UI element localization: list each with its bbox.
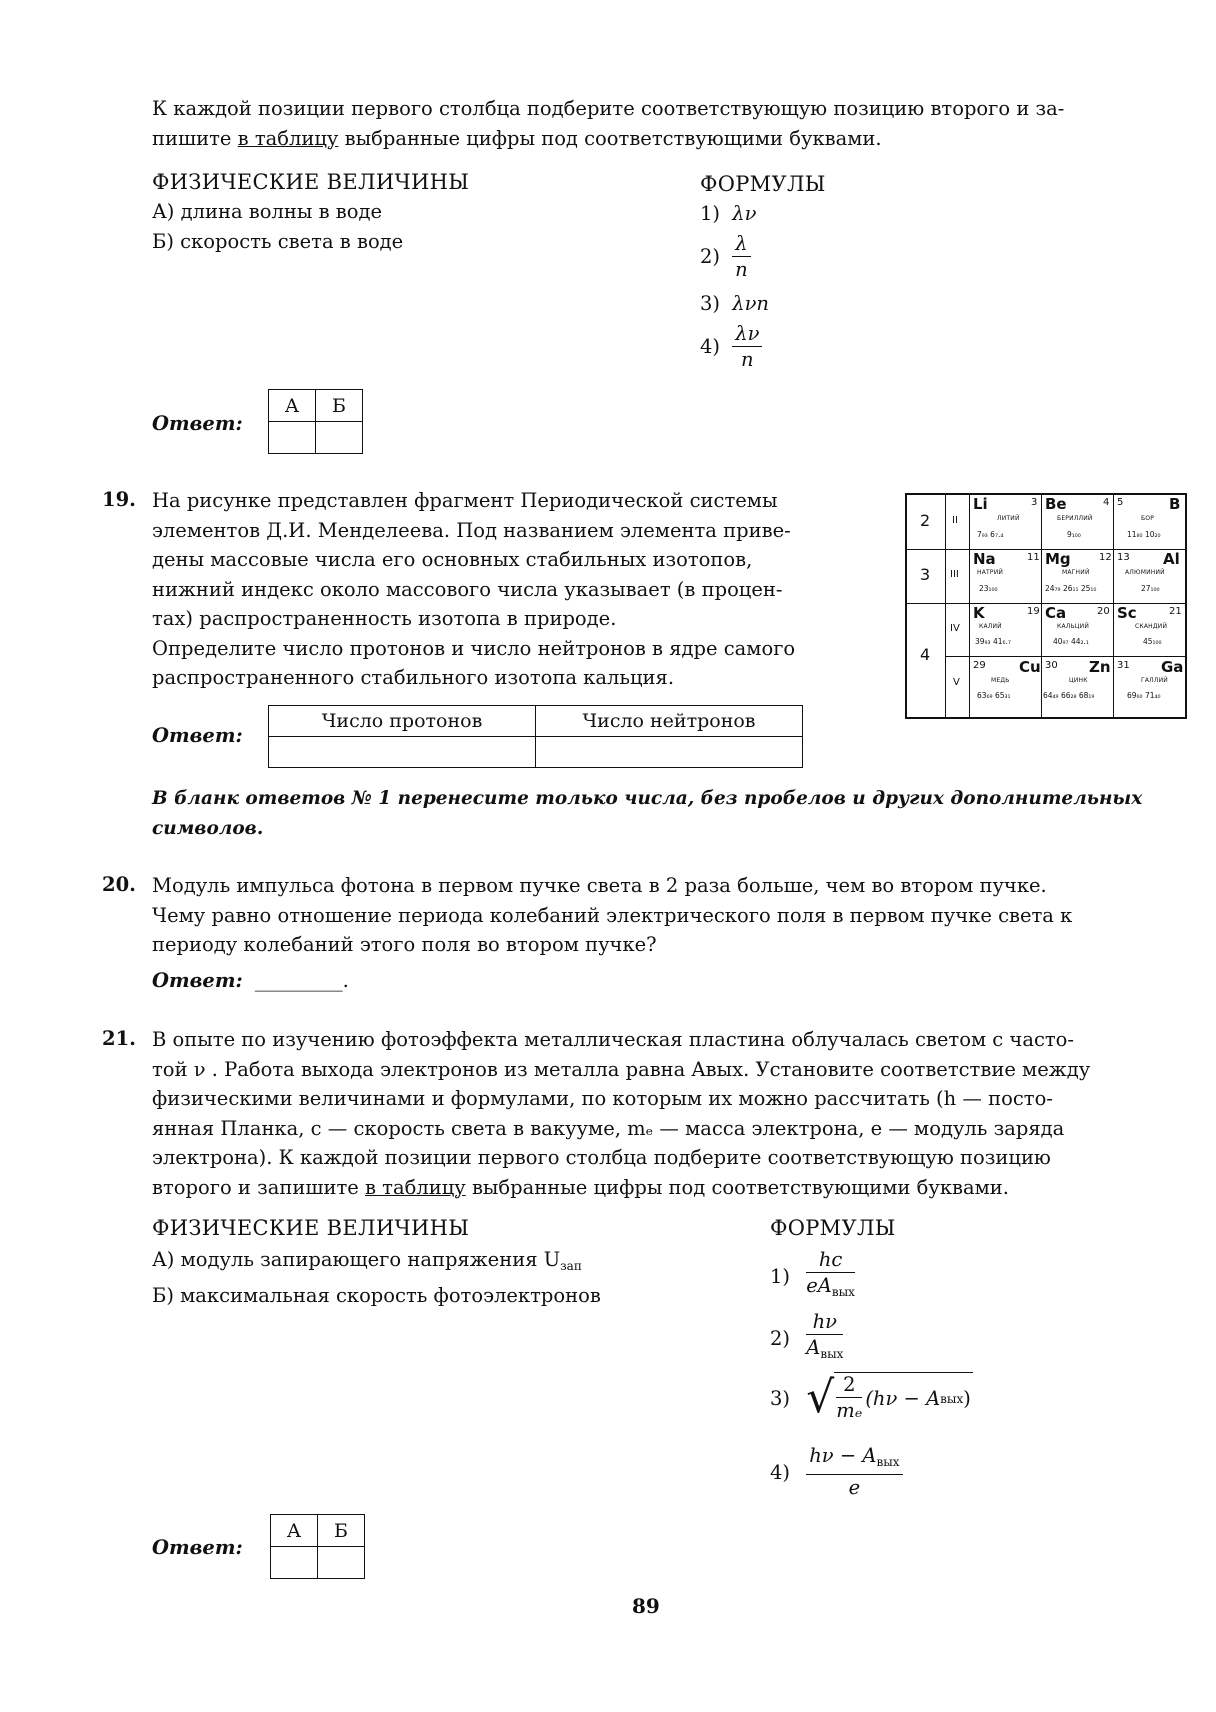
element-ca-z: 20 bbox=[1097, 606, 1110, 617]
answer-blank-20[interactable]: _________. bbox=[254, 969, 349, 992]
answer-label-21: Ответ: bbox=[152, 1536, 243, 1559]
element-ga-symbol: Ga bbox=[1161, 658, 1184, 676]
answer-label-20: Ответ: bbox=[152, 969, 243, 992]
formula-1: 1) λν bbox=[700, 202, 757, 225]
element-ca-name: КАЛЬЦИЙ bbox=[1057, 623, 1090, 630]
periodic-table-fragment bbox=[905, 493, 1187, 719]
answer-col-a: А bbox=[269, 390, 316, 422]
answer-table-top bbox=[268, 389, 363, 454]
element-mg-isotopes: 24₇₉ 26₁₁ 25₁₀ bbox=[1045, 584, 1097, 593]
answer-table-19 bbox=[268, 705, 803, 768]
row-v: V bbox=[953, 677, 960, 688]
element-k-z: 19 bbox=[1027, 606, 1040, 617]
answer-col-b-21: Б bbox=[318, 1515, 365, 1547]
element-zn-z: 30 bbox=[1045, 660, 1058, 671]
element-ca-symbol: Ca bbox=[1045, 604, 1067, 622]
answer-protons[interactable] bbox=[269, 737, 536, 768]
formula-21-4: 4) $\frac{h\nu - A_{вых}}{e}$ bbox=[770, 1444, 903, 1501]
element-be-name: БЕРИЛЛИЙ bbox=[1057, 515, 1093, 522]
answer-cell-a[interactable] bbox=[269, 422, 316, 454]
element-ga-z: 31 bbox=[1117, 660, 1130, 671]
element-cu-z: 29 bbox=[973, 660, 986, 671]
element-mg-name: МАГНИЙ bbox=[1062, 569, 1090, 576]
element-k-name: КАЛИЙ bbox=[979, 623, 1002, 630]
answer-col-a-21: А bbox=[271, 1515, 318, 1547]
answer-label-top: Ответ: bbox=[152, 412, 243, 435]
formula-2: 2) $\frac{\lambda}{n}$ bbox=[700, 232, 751, 283]
element-be-symbol: Be bbox=[1045, 495, 1067, 513]
element-b-symbol: B bbox=[1169, 495, 1181, 513]
page-number: 89 bbox=[632, 1594, 660, 1618]
quantity-a: А) длина волны в воде bbox=[152, 200, 383, 223]
element-sc-isotopes: 45₁₀₀ bbox=[1143, 637, 1162, 646]
formula-21-1: 1) $\frac{hc}{eA_{вых}}$ bbox=[770, 1248, 855, 1299]
top-instruction: К каждой позиции первого столбца подберите соответствующую позицию второго и за- пишите в таблицу выбранные цифры под соответствующими буквами. bbox=[152, 94, 1192, 153]
element-mg-symbol: Mg bbox=[1045, 550, 1071, 568]
element-li-name: ЛИТИЙ bbox=[997, 515, 1020, 522]
formula-4: 4) $\frac{\lambda\nu}{n}$ bbox=[700, 322, 762, 373]
element-li-isotopes: 7₉₃ 6₇.₄ bbox=[977, 530, 1004, 539]
element-al-z: 13 bbox=[1117, 552, 1130, 563]
question-20-text: Модуль импульса фотона в первом пучке света в 2 раза больше, чем во втором пучке. Чему равно отношение периода колебаний электрического поля в первом пучке света к периоду колебаний этого поля во втором пучке? bbox=[152, 874, 1073, 956]
question-19-text: На рисунке представлен фрагмент Периодической системы элементов Д.И. Менделеева. Под названием элемента приве- дены массовые числа его основных стабильных изотопов, нижний индекс около массового числа указывает (в процен- тах) распространенность изотопа в природе. Определите число протонов и число нейтронов в ядре самого распространенного стабильного изотопа кальция. bbox=[152, 489, 796, 689]
element-na-z: 11 bbox=[1027, 552, 1040, 563]
row-iii: III bbox=[950, 569, 959, 580]
question-19-number: 19. bbox=[102, 488, 136, 511]
formula-21-3: 3) √ $\frac{2}{\text{mₑ}}$ (hν − A вых ) bbox=[770, 1372, 971, 1423]
element-li-symbol: Li bbox=[973, 495, 988, 513]
element-al-name: АЛЮМИНИЙ bbox=[1125, 569, 1165, 576]
sqrt-symbol: √ bbox=[806, 1372, 835, 1423]
element-zn-isotopes: 64₄₉ 66₂₈ 68₁₉ bbox=[1043, 691, 1095, 700]
underlined-table-ref: в таблицу bbox=[237, 126, 339, 150]
answer-cell-b-21[interactable] bbox=[318, 1547, 365, 1579]
element-na-symbol: Na bbox=[973, 550, 996, 568]
question-19-note: В бланк ответов № 1 перенесите только числа, без пробелов и других дополнительных символов. bbox=[152, 788, 1143, 839]
quantity-a-21: А) модуль запирающего напряжения $U_{зап}$ bbox=[152, 1248, 582, 1273]
formulas-header: ФОРМУЛЫ bbox=[700, 172, 826, 196]
underlined-table-ref-21: в таблицу bbox=[365, 1175, 466, 1199]
answer-label-19: Ответ: bbox=[152, 724, 243, 747]
element-li-z: 3 bbox=[1031, 497, 1038, 508]
element-cu-symbol: Cu bbox=[1019, 658, 1041, 676]
question-20-number: 20. bbox=[102, 873, 136, 896]
element-na-name: НАТРИЙ bbox=[977, 569, 1004, 576]
element-k-symbol: K bbox=[973, 604, 985, 622]
element-ga-name: ГАЛЛИЙ bbox=[1141, 677, 1168, 684]
quantities-header-21: ФИЗИЧЕСКИЕ ВЕЛИЧИНЫ bbox=[152, 1216, 470, 1240]
question-21-text: В опыте по изучению фотоэффекта металлическая пластина облучалась светом с часто- той ν . Работа выхода электронов из металла равна Aвых. Установите соответствие между физическими величинами и формулами, по которым их можно рассчитать (h — посто- янная Планка, c — скорость света в вакууме, mₑ — масса электрона, e — модуль заряда электрона). К каждой позиции первого столбца подберите соответствующую позицию второго и запишите в таблицу выбранные цифры под соответствующими буквами. bbox=[152, 1028, 1091, 1199]
header-protons: Число протонов bbox=[269, 706, 536, 737]
element-na-isotopes: 23₁₀₀ bbox=[979, 584, 998, 593]
quantity-b-21: Б) максимальная скорость фотоэлектронов bbox=[152, 1284, 601, 1307]
period-2: 2 bbox=[920, 511, 931, 530]
period-4: 4 bbox=[920, 645, 931, 664]
answer-20 bbox=[152, 969, 349, 992]
element-sc-z: 21 bbox=[1169, 606, 1182, 617]
element-b-z: 5 bbox=[1117, 497, 1124, 508]
element-ga-isotopes: 69₆₀ 71₄₀ bbox=[1127, 691, 1161, 700]
row-iv: IV bbox=[950, 623, 960, 634]
element-b-isotopes: 11₈₀ 10₂₀ bbox=[1127, 530, 1161, 539]
answer-neutrons[interactable] bbox=[536, 737, 803, 768]
answer-table-21 bbox=[270, 1514, 365, 1579]
quantities-header: ФИЗИЧЕСКИЕ ВЕЛИЧИНЫ bbox=[152, 170, 470, 194]
formulas-header-21: ФОРМУЛЫ bbox=[770, 1216, 896, 1240]
answer-cell-a-21[interactable] bbox=[271, 1547, 318, 1579]
element-zn-name: ЦИНК bbox=[1069, 677, 1088, 684]
answer-col-b: Б bbox=[316, 390, 363, 422]
period-3: 3 bbox=[920, 565, 931, 584]
formula-3: 3) λνn bbox=[700, 292, 769, 315]
element-be-isotopes: 9₁₀₀ bbox=[1067, 530, 1081, 539]
element-be-z: 4 bbox=[1103, 497, 1110, 508]
element-al-isotopes: 27₁₀₀ bbox=[1141, 584, 1160, 593]
element-al-symbol: Al bbox=[1163, 550, 1180, 568]
element-sc-symbol: Sc bbox=[1117, 604, 1137, 622]
question-21-number: 21. bbox=[102, 1027, 136, 1050]
element-ca-isotopes: 40₉₇ 44₂.₁ bbox=[1053, 637, 1089, 646]
element-k-isotopes: 39₉₃ 41₆.₇ bbox=[975, 637, 1011, 646]
element-sc-name: СКАНДИЙ bbox=[1135, 623, 1168, 630]
element-b-name: БОР bbox=[1141, 515, 1155, 522]
formula-21-2: 2) $\frac{h\nu}{A_{вых}}$ bbox=[770, 1310, 844, 1361]
element-mg-z: 12 bbox=[1099, 552, 1112, 563]
instruction-line-1: К каждой позиции первого столбца подберите соответствующую позицию второго и за- bbox=[152, 97, 1065, 120]
answer-cell-b[interactable] bbox=[316, 422, 363, 454]
row-ii: II bbox=[952, 515, 958, 526]
header-neutrons: Число нейтронов bbox=[536, 706, 803, 737]
element-zn-symbol: Zn bbox=[1089, 658, 1111, 676]
element-cu-name: МЕДЬ bbox=[991, 677, 1010, 684]
element-cu-isotopes: 63₆₉ 65₃₁ bbox=[977, 691, 1011, 700]
quantity-b: Б) скорость света в воде bbox=[152, 230, 404, 253]
